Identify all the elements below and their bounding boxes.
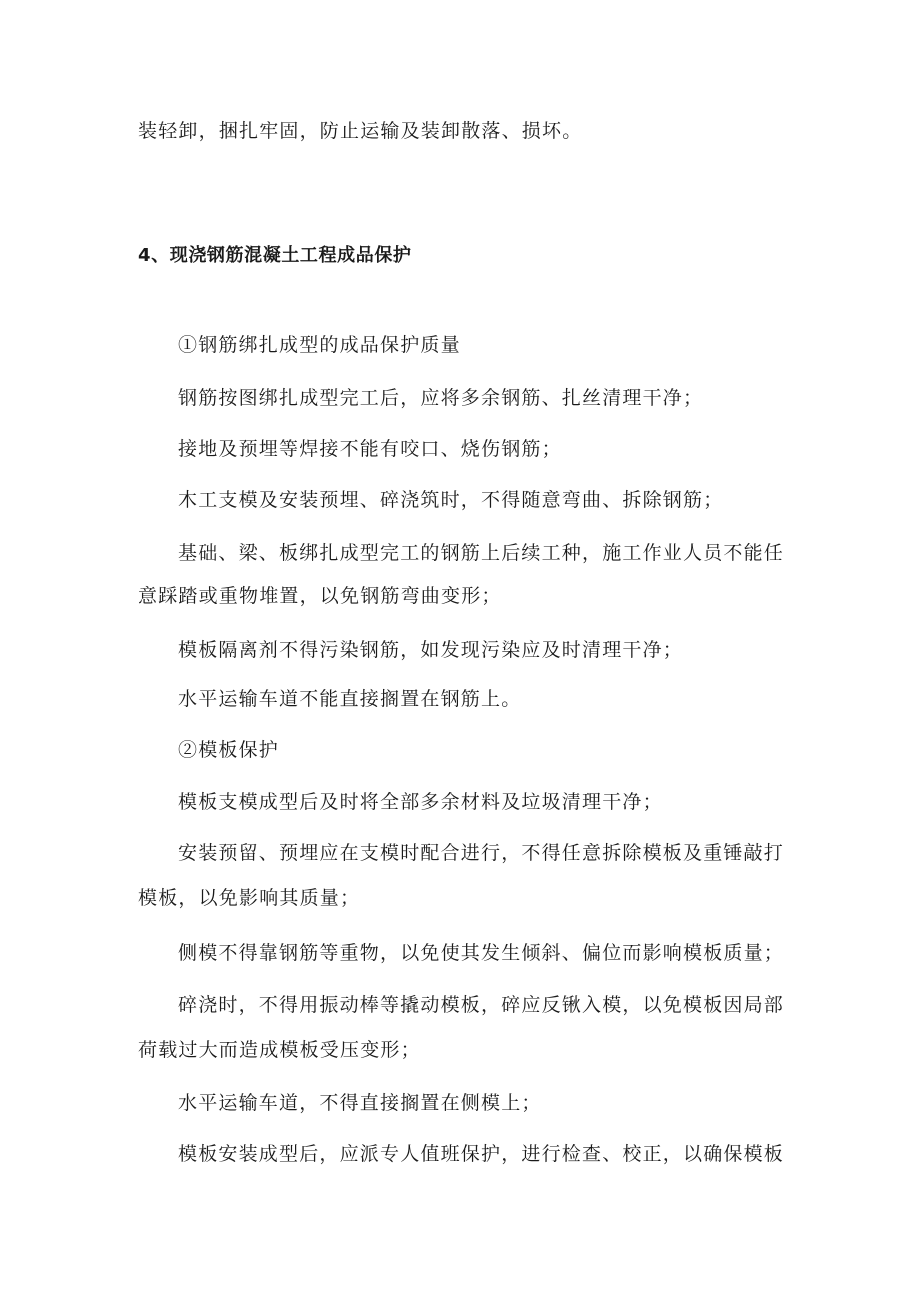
subsection-heading: ②模板保护 xyxy=(178,739,280,761)
paragraph-line: 木工支模及安装预埋、碎浇筑时，不得随意弯曲、拆除钢筋； xyxy=(178,489,724,511)
paragraph-line: 模板隔离剂不得污染钢筋，如发现污染应及时清理干净； xyxy=(178,639,684,661)
paragraph-line: 模板，以免影响其质量； xyxy=(138,887,361,909)
paragraph-line: 水平运输车道不能直接搁置在钢筋上。 xyxy=(178,688,522,710)
paragraph-line: 模板安装成型后，应派专人值班保护，进行检查、校正，以确保模板 xyxy=(178,1143,785,1165)
paragraph-line: 侧模不得靠钢筋等重物，以免使其发生倾斜、偏位而影响模板质量； xyxy=(178,942,785,964)
paragraph-line: 碎浇时，不得用振动棒等撬动模板，碎应反锹入模，以免模板因局部 xyxy=(178,994,785,1016)
paragraph-line: 基础、梁、板绑扎成型完工的钢筋上后续工种，施工作业人员不能任 xyxy=(178,542,785,564)
paragraph-line: 模板支模成型后及时将全部多余材料及垃圾清理干净； xyxy=(178,791,663,813)
paragraph-line: 意踩踏或重物堆置，以免钢筋弯曲变形； xyxy=(138,585,502,607)
paragraph-continuation: 装轻卸，捆扎牢固，防止运输及装卸散落、损坏。 xyxy=(138,120,583,142)
paragraph-line: 接地及预埋等焊接不能有咬口、烧伤钢筋； xyxy=(178,438,562,460)
paragraph-line: 钢筋按图绑扎成型完工后，应将多余钢筋、扎丝清理干净； xyxy=(178,387,704,409)
section-heading: 4、现浇钢筋混凝土工程成品保护 xyxy=(138,245,412,266)
paragraph-line: 荷载过大而造成模板受压变形； xyxy=(138,1039,421,1061)
paragraph-line: 水平运输车道，不得直接搁置在侧模上； xyxy=(178,1092,542,1114)
paragraph-line: 安装预留、预埋应在支模时配合进行，不得任意拆除模板及重锤敲打 xyxy=(178,842,785,864)
subsection-heading: ①钢筋绑扎成型的成品保护质量 xyxy=(178,334,461,356)
